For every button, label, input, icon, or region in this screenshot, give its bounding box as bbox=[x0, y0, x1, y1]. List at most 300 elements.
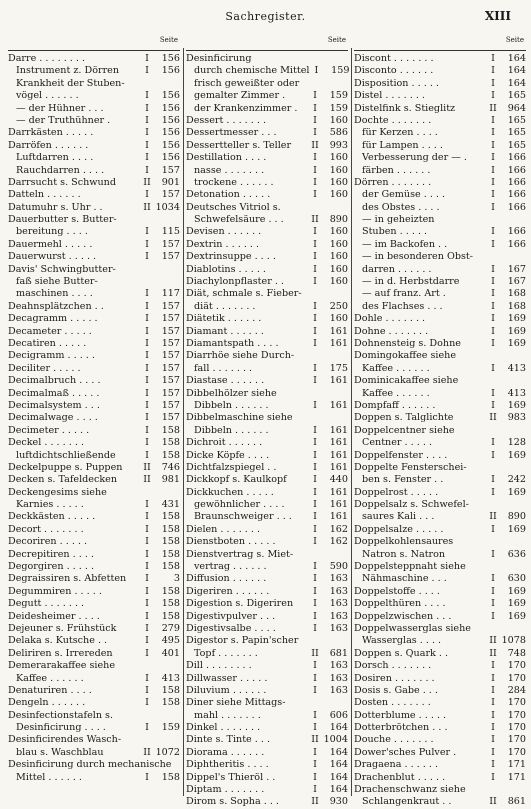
entry-term: — in geheizten bbox=[362, 214, 435, 226]
entry-volume: I bbox=[145, 337, 149, 349]
index-entry bbox=[354, 635, 526, 647]
entry-volume: I bbox=[491, 152, 495, 164]
entry-term: Dippel's Thieröl . . bbox=[186, 771, 276, 783]
entry-page: 164 bbox=[329, 784, 348, 796]
index-entry bbox=[186, 90, 348, 102]
entry-term: Dichtfalzspiegel . . bbox=[186, 461, 277, 473]
entry-volume: I bbox=[491, 114, 495, 126]
entry-term: Drachenschwanz siehe bbox=[354, 784, 466, 796]
index-entry bbox=[186, 127, 348, 139]
entry-page: 250 bbox=[329, 300, 348, 312]
entry-page: 606 bbox=[329, 709, 348, 721]
entry-term: Dibbeln . . . . . . bbox=[194, 424, 269, 436]
index-entry bbox=[186, 561, 348, 573]
entry-term: luftdichtschließende bbox=[16, 449, 116, 461]
index-entry bbox=[186, 747, 348, 759]
entry-term: Decimeter . . . . . bbox=[8, 424, 90, 436]
entry-volume: I bbox=[145, 722, 149, 734]
index-entry bbox=[8, 127, 180, 139]
entry-volume: I bbox=[145, 399, 149, 411]
index-entry bbox=[186, 276, 348, 288]
entry-term: bereitung . . . . bbox=[16, 226, 88, 238]
entry-page: 163 bbox=[329, 573, 348, 585]
entry-volume: I bbox=[491, 325, 495, 337]
index-entry bbox=[186, 685, 348, 697]
entry-page: 160 bbox=[329, 226, 348, 238]
entry-volume: I bbox=[491, 734, 495, 746]
entry-term: Detonation . . . . . bbox=[186, 189, 271, 201]
index-entry bbox=[8, 65, 180, 77]
entry-volume: I bbox=[491, 585, 495, 597]
entry-term: Desinficirung bbox=[186, 53, 252, 64]
index-entry bbox=[354, 487, 526, 499]
entry-page: 157 bbox=[161, 189, 180, 201]
entry-volume: I bbox=[313, 746, 317, 758]
entry-page: 169 bbox=[507, 399, 526, 411]
entry-term: Dichroit . . . . . . bbox=[186, 437, 263, 449]
entry-page: 746 bbox=[161, 461, 180, 473]
entry-page: 861 bbox=[507, 796, 526, 808]
entry-page: 161 bbox=[329, 424, 348, 436]
entry-term: für Lampen . . . . bbox=[362, 139, 443, 151]
entry-term: Decagramm . . . . . bbox=[8, 313, 98, 325]
index-entry bbox=[354, 536, 526, 548]
entry-term: Deliriren s. Irrereden bbox=[8, 647, 113, 659]
entry-term: Decameter . . . . . bbox=[8, 325, 92, 337]
entry-term: Darre . . . . . . . . bbox=[8, 53, 86, 64]
entry-volume: I bbox=[145, 114, 149, 126]
index-entry bbox=[354, 103, 526, 115]
index-entry bbox=[186, 710, 348, 722]
entry-volume: I bbox=[145, 573, 149, 585]
entry-term: Dibbelhölzer siehe bbox=[186, 387, 277, 399]
page-title: Sachregister. bbox=[225, 10, 306, 23]
index-entry bbox=[354, 673, 526, 685]
index-entry bbox=[186, 412, 348, 424]
index-entry bbox=[186, 189, 348, 201]
entry-volume: I bbox=[145, 350, 149, 362]
entry-term: saures Kali . . . bbox=[362, 511, 435, 523]
entry-term: Diffusion . . . . . . bbox=[186, 573, 267, 585]
index-entry bbox=[354, 573, 526, 585]
index-entry bbox=[8, 598, 180, 610]
index-entry bbox=[186, 598, 348, 610]
entry-term: Dienstvertrag s. Miet- bbox=[186, 548, 294, 560]
entry-term: Dextrinsuppe . . . . bbox=[186, 251, 276, 263]
index-column-1 bbox=[8, 36, 180, 784]
index-entry bbox=[186, 524, 348, 536]
entry-page: 164 bbox=[329, 722, 348, 734]
entry-volume: II bbox=[143, 176, 151, 188]
entry-page: 170 bbox=[507, 746, 526, 758]
entry-term: Digestivpulver . . . bbox=[186, 610, 276, 622]
entry-page: 157 bbox=[161, 300, 180, 312]
entry-term: Diamant . . . . . . bbox=[186, 325, 264, 337]
entry-term: Doppen s. Talglichte bbox=[354, 412, 454, 424]
entry-page: 166 bbox=[507, 226, 526, 238]
entry-volume: I bbox=[491, 53, 495, 64]
entry-volume: I bbox=[145, 238, 149, 250]
entry-term: Schwefelsäure . . . bbox=[194, 214, 284, 226]
index-entry bbox=[8, 326, 180, 338]
entry-page: 161 bbox=[329, 486, 348, 498]
index-entry bbox=[186, 264, 348, 276]
entry-term: Dotterbrötchen . . . bbox=[354, 722, 448, 734]
entry-volume: I bbox=[145, 635, 149, 647]
entry-term: Dosten . . . . . . . bbox=[354, 697, 431, 709]
entry-term: Degraissiren s. Abfetten bbox=[8, 573, 127, 585]
entry-list bbox=[354, 53, 526, 809]
index-entry bbox=[186, 400, 348, 412]
index-entry bbox=[354, 462, 526, 474]
entry-page: 158 bbox=[161, 548, 180, 560]
entry-volume: I bbox=[313, 300, 317, 312]
entry-volume: I bbox=[491, 759, 495, 771]
index-entry bbox=[8, 499, 180, 511]
entry-term: Decimalbruch . . . . bbox=[8, 375, 101, 387]
entry-volume: I bbox=[145, 152, 149, 164]
entry-page: 157 bbox=[161, 313, 180, 325]
index-entry bbox=[8, 301, 180, 313]
entry-volume: I bbox=[313, 325, 317, 337]
entry-page: 165 bbox=[507, 114, 526, 126]
index-entry bbox=[354, 722, 526, 734]
entry-volume: I bbox=[313, 585, 317, 597]
index-entry bbox=[8, 350, 180, 362]
entry-page: 158 bbox=[161, 437, 180, 449]
index-entry bbox=[186, 549, 348, 561]
entry-page: 413 bbox=[507, 362, 526, 374]
entry-page: 157 bbox=[161, 325, 180, 337]
entry-volume: I bbox=[491, 300, 495, 312]
entry-term: Dextrin . . . . . . bbox=[186, 238, 260, 250]
entry-volume: I bbox=[145, 288, 149, 300]
entry-term: Dosiren . . . . . . . bbox=[354, 672, 435, 684]
entry-term: frisch geweißter oder bbox=[194, 77, 300, 89]
entry-volume: I bbox=[313, 759, 317, 771]
entry-term: Doppelwasserglas siehe bbox=[354, 622, 471, 634]
index-entry bbox=[354, 326, 526, 338]
entry-page: 156 bbox=[161, 127, 180, 139]
entry-volume: I bbox=[313, 437, 317, 449]
entry-term: des Flachses . . . bbox=[362, 300, 443, 312]
entry-page: 117 bbox=[161, 288, 180, 300]
entry-volume: I bbox=[313, 152, 317, 164]
entry-term: Dickkuchen . . . . . bbox=[186, 486, 274, 498]
entry-page: 163 bbox=[329, 684, 348, 696]
index-entry bbox=[186, 388, 348, 400]
index-entry bbox=[186, 202, 348, 214]
entry-page: 168 bbox=[507, 300, 526, 312]
index-entry bbox=[186, 65, 348, 77]
entry-volume: I bbox=[313, 189, 317, 201]
index-entry bbox=[186, 326, 348, 338]
entry-term: Dibbelmaschine siehe bbox=[186, 412, 293, 424]
entry-page: 169 bbox=[507, 610, 526, 622]
index-entry bbox=[354, 450, 526, 462]
index-entry bbox=[186, 425, 348, 437]
entry-page: 158 bbox=[161, 598, 180, 610]
entry-page: 164 bbox=[329, 759, 348, 771]
entry-page: 993 bbox=[329, 139, 348, 151]
index-entry bbox=[354, 214, 526, 226]
index-entry bbox=[354, 474, 526, 486]
entry-page: 156 bbox=[161, 114, 180, 126]
entry-page: 161 bbox=[329, 437, 348, 449]
entry-term: Wasserglas . . . . bbox=[362, 635, 442, 647]
index-entry bbox=[8, 152, 180, 164]
entry-term: Dörren . . . . . . . bbox=[354, 176, 432, 188]
index-entry bbox=[186, 635, 348, 647]
entry-volume: I bbox=[491, 176, 495, 188]
entry-term: Demerarakaffee siehe bbox=[8, 660, 116, 672]
entry-page: 157 bbox=[161, 399, 180, 411]
entry-page: 115 bbox=[161, 226, 180, 238]
entry-term: Doppelfenster . . . . bbox=[354, 449, 448, 461]
entry-term: Degutt . . . . . . . bbox=[8, 598, 85, 610]
index-entry bbox=[8, 226, 180, 238]
index-entry bbox=[186, 226, 348, 238]
entry-volume: II bbox=[143, 474, 151, 486]
entry-term: mahl . . . . . . . bbox=[194, 709, 261, 721]
entry-term: Diluvium . . . . . . bbox=[186, 684, 267, 696]
entry-volume: I bbox=[313, 622, 317, 634]
entry-term: fall . . . . . . . bbox=[194, 362, 253, 374]
index-entry bbox=[354, 648, 526, 660]
entry-term: nasse . . . . . . . bbox=[194, 164, 265, 176]
entry-term: maschinen . . . . bbox=[16, 288, 93, 300]
entry-volume: I bbox=[313, 660, 317, 672]
entry-volume: I bbox=[313, 499, 317, 511]
entry-volume: I bbox=[145, 647, 149, 659]
entry-volume: I bbox=[145, 189, 149, 201]
entry-page: 901 bbox=[161, 176, 180, 188]
index-entry bbox=[354, 437, 526, 449]
entry-term: Centner . . . . . bbox=[362, 437, 432, 449]
entry-term: Dosis s. Gabe . . . bbox=[354, 684, 438, 696]
entry-term: — im Backofen . . bbox=[362, 238, 448, 250]
index-entry bbox=[8, 251, 180, 263]
index-entry bbox=[354, 65, 526, 77]
index-entry bbox=[186, 338, 348, 350]
index-entry bbox=[8, 635, 180, 647]
entry-term: Desinficirung . . . . bbox=[16, 722, 106, 734]
index-entry bbox=[186, 301, 348, 313]
index-entry bbox=[186, 152, 348, 164]
entry-volume: I bbox=[491, 449, 495, 461]
entry-term: Dorsch . . . . . . . bbox=[354, 660, 432, 672]
entry-page: 160 bbox=[329, 189, 348, 201]
entry-volume: I bbox=[145, 139, 149, 151]
entry-page: 157 bbox=[161, 375, 180, 387]
index-entry bbox=[8, 759, 180, 771]
entry-page: 161 bbox=[329, 511, 348, 523]
entry-term: vertrag . . . . . . bbox=[194, 561, 267, 573]
entry-term: Dominicakaffee siehe bbox=[354, 375, 459, 387]
entry-term: Decatiren . . . . . bbox=[8, 337, 87, 349]
entry-volume: I bbox=[313, 164, 317, 176]
entry-page: 165 bbox=[507, 139, 526, 151]
index-entry bbox=[186, 53, 348, 65]
entry-page: 983 bbox=[507, 412, 526, 424]
entry-volume: I bbox=[145, 449, 149, 461]
entry-volume: I bbox=[313, 461, 317, 473]
index-entry bbox=[8, 103, 180, 115]
index-entry bbox=[186, 78, 348, 90]
entry-term: Doppen s. Quark . . bbox=[354, 647, 449, 659]
entry-page: 163 bbox=[329, 610, 348, 622]
entry-term: Instrument z. Dörren bbox=[16, 65, 120, 77]
entry-volume: I bbox=[491, 65, 495, 77]
index-entry bbox=[8, 53, 180, 65]
entry-term: Decort . . . . . . . bbox=[8, 523, 84, 535]
entry-term: Doppelsalz s. Schwefel- bbox=[354, 499, 469, 511]
entry-page: 159 bbox=[329, 90, 348, 102]
index-entry bbox=[186, 586, 348, 598]
index-entry bbox=[354, 425, 526, 437]
index-entry bbox=[354, 189, 526, 201]
entry-page: 164 bbox=[507, 65, 526, 77]
entry-term: Degummiren . . . . . bbox=[8, 585, 102, 597]
entry-page: 681 bbox=[329, 647, 348, 659]
entry-page: 166 bbox=[507, 189, 526, 201]
entry-volume: I bbox=[491, 337, 495, 349]
entry-page: 164 bbox=[507, 77, 526, 89]
entry-volume: I bbox=[145, 424, 149, 436]
entry-term: der Gemüse . . . . bbox=[362, 189, 446, 201]
seite-label: Seite bbox=[159, 36, 178, 44]
entry-volume: II bbox=[489, 412, 497, 424]
entry-volume: I bbox=[313, 784, 317, 796]
index-entry bbox=[8, 276, 180, 288]
index-entry bbox=[354, 239, 526, 251]
entry-volume: I bbox=[145, 672, 149, 684]
entry-page: 166 bbox=[507, 164, 526, 176]
entry-term: — in d. Herbstdarre bbox=[362, 276, 460, 288]
index-entry bbox=[8, 388, 180, 400]
index-entry bbox=[186, 140, 348, 152]
page-number: XIII bbox=[484, 9, 511, 23]
entry-page: 160 bbox=[329, 276, 348, 288]
entry-volume: I bbox=[313, 399, 317, 411]
index-entry bbox=[354, 549, 526, 561]
index-entry bbox=[8, 140, 180, 152]
entry-volume: I bbox=[491, 672, 495, 684]
entry-term: Delaka s. Kutsche . . bbox=[8, 635, 108, 647]
entry-volume: I bbox=[145, 437, 149, 449]
index-entry bbox=[8, 202, 180, 214]
index-entry bbox=[186, 474, 348, 486]
entry-page: 166 bbox=[507, 238, 526, 250]
entry-term: Desinfectionstafeln s. bbox=[8, 709, 114, 721]
index-entry bbox=[186, 573, 348, 585]
entry-term: Drachenblut . . . . . bbox=[354, 771, 446, 783]
entry-term: Digestor s. Papin'scher bbox=[186, 635, 299, 647]
entry-term: Datteln . . . . . . bbox=[8, 189, 81, 201]
index-entry bbox=[8, 710, 180, 722]
entry-page: 160 bbox=[329, 176, 348, 188]
entry-page: 158 bbox=[161, 585, 180, 597]
entry-page: 242 bbox=[507, 474, 526, 486]
index-entry bbox=[8, 511, 180, 523]
entry-page: 169 bbox=[507, 585, 526, 597]
entry-term: Dochte . . . . . . . bbox=[354, 114, 432, 126]
entry-term: Datumuhr s. Uhr . . bbox=[8, 201, 103, 213]
index-entry bbox=[354, 78, 526, 90]
entry-volume: I bbox=[145, 697, 149, 709]
index-entry bbox=[186, 536, 348, 548]
index-entry bbox=[354, 375, 526, 387]
entry-term: färben . . . . . . bbox=[362, 164, 431, 176]
entry-term: der Krankenzimmer . bbox=[194, 102, 298, 114]
entry-volume: I bbox=[491, 437, 495, 449]
entry-term: diät . . . . . . . bbox=[194, 300, 256, 312]
entry-volume: I bbox=[491, 697, 495, 709]
entry-volume: I bbox=[313, 90, 317, 102]
entry-term: Decimalmaß . . . . . bbox=[8, 387, 100, 399]
entry-term: Dickkopf s. Kaulkopf bbox=[186, 474, 287, 486]
entry-page: 161 bbox=[329, 499, 348, 511]
entry-term: darren . . . . . . bbox=[362, 263, 432, 275]
index-entry bbox=[8, 722, 180, 734]
entry-term: Doppelrost . . . . . bbox=[354, 486, 439, 498]
entry-page: 163 bbox=[329, 585, 348, 597]
index-entry bbox=[8, 660, 180, 672]
entry-page: 163 bbox=[329, 598, 348, 610]
entry-page: 157 bbox=[161, 362, 180, 374]
entry-page: 158 bbox=[161, 561, 180, 573]
entry-term: Dohnensteig s. Dohne bbox=[354, 337, 461, 349]
entry-page: 413 bbox=[161, 672, 180, 684]
entry-volume: I bbox=[145, 127, 149, 139]
entry-term: Kaffee . . . . . . bbox=[16, 672, 84, 684]
entry-term: Kaffee . . . . . . bbox=[362, 387, 430, 399]
entry-term: Deidesheimer . . . . bbox=[8, 610, 100, 622]
entry-term: ben s. Fenster . . bbox=[362, 474, 444, 486]
entry-term: Distel . . . . . . . bbox=[354, 90, 425, 102]
entry-volume: I bbox=[313, 684, 317, 696]
index-entry bbox=[186, 350, 348, 362]
entry-volume: I bbox=[313, 610, 317, 622]
entry-page: 279 bbox=[161, 622, 180, 634]
entry-page: 1034 bbox=[155, 201, 180, 213]
entry-volume: I bbox=[491, 90, 495, 102]
entry-term: Dessertteller s. Teller bbox=[186, 139, 292, 151]
entry-page: 930 bbox=[329, 796, 348, 808]
entry-page: 162 bbox=[329, 523, 348, 535]
entry-volume: II bbox=[311, 796, 319, 808]
entry-volume: I bbox=[491, 288, 495, 300]
index-entry bbox=[186, 697, 348, 709]
entry-volume: I bbox=[313, 449, 317, 461]
entry-page: 166 bbox=[507, 201, 526, 213]
entry-term: Krankheit der Stuben- bbox=[16, 77, 125, 89]
entry-term: Nähmaschine . . . bbox=[362, 573, 447, 585]
entry-term: Mittel . . . . . . bbox=[16, 771, 82, 783]
index-entry bbox=[8, 288, 180, 300]
entry-term: Dejeuner s. Frühstück bbox=[8, 622, 117, 634]
index-entry bbox=[354, 524, 526, 536]
entry-volume: I bbox=[313, 375, 317, 387]
entry-term: Discont . . . . . . . bbox=[354, 53, 434, 64]
entry-volume: I bbox=[491, 226, 495, 238]
index-entry bbox=[186, 772, 348, 784]
column-divider bbox=[351, 48, 352, 796]
entry-page: 169 bbox=[507, 337, 526, 349]
index-entry bbox=[8, 524, 180, 536]
entry-volume: I bbox=[313, 226, 317, 238]
entry-term: Diachylonpflaster . . bbox=[186, 276, 284, 288]
